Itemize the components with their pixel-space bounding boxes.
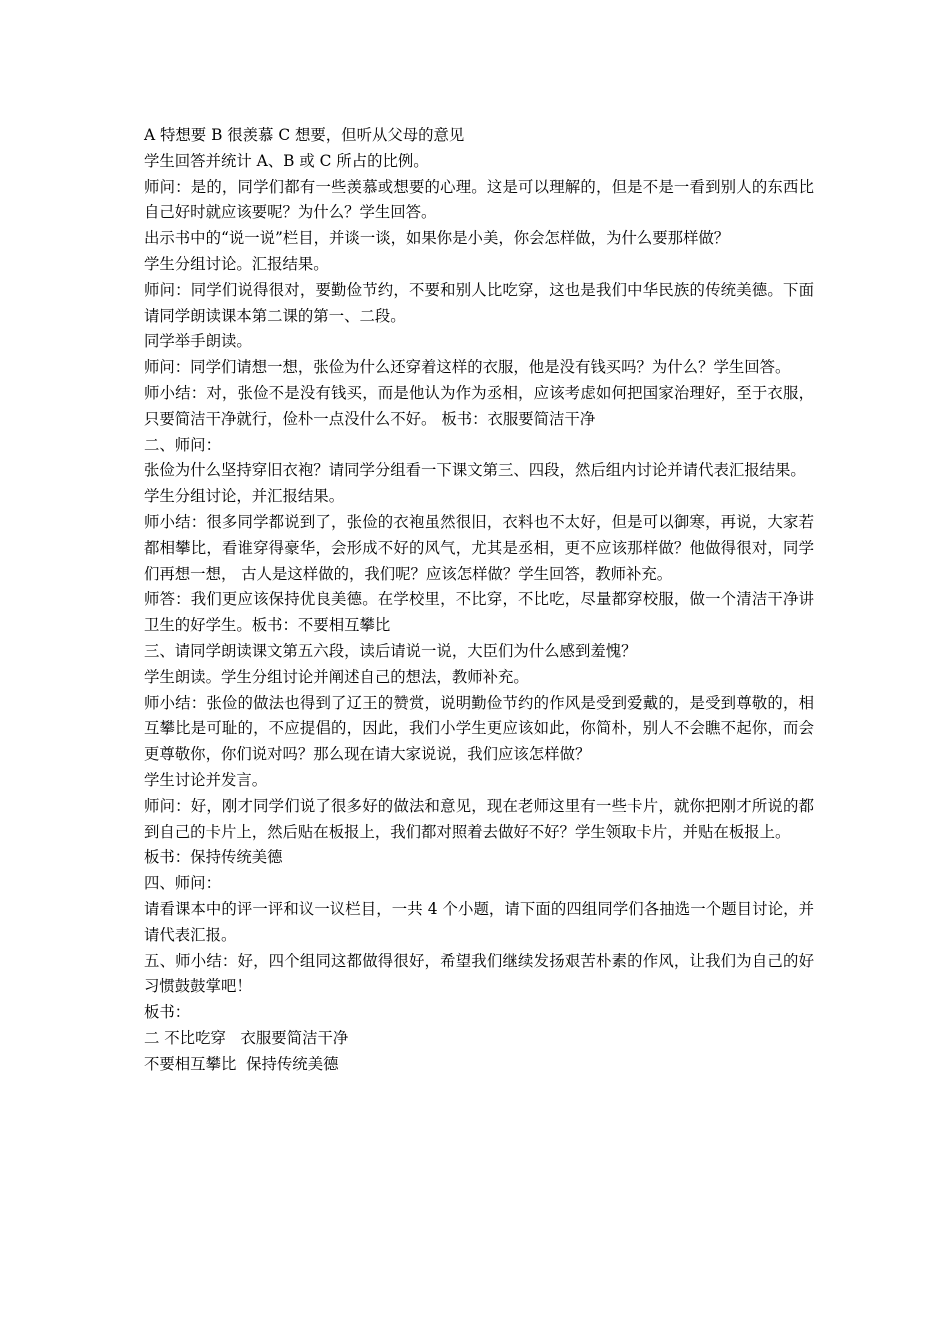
paragraph: 板书： bbox=[144, 1003, 191, 1022]
paragraph: 学生分组讨论。汇报结果。 bbox=[144, 254, 329, 273]
paragraph: 师问：好，刚才同学们说了很多好的做法和意见，现在老师这里有一些卡片，就你把刚才所说的都到自己的卡片上，然后贴在板报上，我们都对照着去做好不好？学生领取卡片，并贴在板报上。 bbox=[144, 796, 814, 841]
paragraph: 二 不比吃穿 衣服要简洁干净 bbox=[144, 1028, 349, 1047]
paragraph: 师问：同学们请想一想，张俭为什么还穿着这样的衣服，他是没有钱买吗？为什么？学生回答。 bbox=[144, 358, 791, 377]
paragraph: 五、师小结：好，四个组同这都做得很好，希望我们继续发扬艰苦朴素的作风，让我们为自己的好习惯鼓鼓掌吧！ bbox=[144, 951, 814, 996]
paragraph: 张俭为什么坚持穿旧衣袍？请同学分组看一下课文第三、四段，然后组内讨论并请代表汇报结果。 bbox=[144, 461, 806, 480]
paragraph: 师小结：张俭的做法也得到了辽王的赞赏，说明勤俭节约的作风是受到爱戴的，是受到尊敬的，相互攀比是可耻的，不应提倡的，因此，我们小学生更应该如此，你简朴，别人不会瞧不起你，而会更尊敬你，你们说对吗？那么现在请大家说说，我们应该怎样做？ bbox=[144, 693, 814, 764]
paragraph: 师小结：很多同学都说到了，张俭的衣袍虽然很旧，衣料也不太好，但是可以御寒，再说，大家若都相攀比，看谁穿得豪华，会形成不好的风气，尤其是丞相，更不应该那样做？他做得很对，同学们再想一想， 古人是这样做的，我们呢？应该怎样做？学生回答，教师补充。 bbox=[144, 512, 814, 583]
paragraph: 二、师问： bbox=[144, 435, 221, 454]
paragraph: 学生分组讨论，并汇报结果。 bbox=[144, 487, 345, 506]
paragraph: A 特想要 B 很羡慕 C 想要，但听从父母的意见 bbox=[144, 126, 465, 144]
paragraph: 不要相互攀比 保持传统美德 bbox=[144, 1054, 339, 1073]
paragraph: 板书：保持传统美德 bbox=[144, 848, 283, 867]
paragraph: 同学举手朗读。 bbox=[144, 332, 252, 351]
paragraph: 请看课本中的评一评和议一议栏目，一共 4 个小题，请下面的四组同学们各抽选一个题目讨论，并请代表汇报。 bbox=[144, 899, 814, 944]
paragraph: 学生朗读。学生分组讨论并阐述自己的想法，教师补充。 bbox=[144, 667, 529, 686]
paragraph: 出示书中的“说一说”栏目，并谈一谈，如果你是小美，你会怎样做，为什么要那样做？ bbox=[144, 229, 730, 248]
paragraph: 师问：同学们说得很对，要勤俭节约，不要和别人比吃穿，这也是我们中华民族的传统美德。下面请同学朗读课本第二课的第一、二段。 bbox=[144, 280, 814, 325]
document-body bbox=[144, 123, 814, 1077]
paragraph: 师答：我们更应该保持优良美德。在学校里，不比穿，不比吃，尽量都穿校服，做一个清洁干净讲卫生的好学生。板书：不要相互攀比 bbox=[144, 590, 814, 635]
paragraph: 学生讨论并发言。 bbox=[144, 770, 268, 789]
paragraph: 四、师问： bbox=[144, 874, 221, 893]
paragraph: 三、请同学朗读课文第五六段，读后请说一说，大臣们为什么感到羞愧？ bbox=[144, 641, 637, 660]
paragraph: 师问：是的，同学们都有一些羡慕或想要的心理。这是可以理解的，但是不是一看到别人的东西比自己好时就应该要呢？为什么？学生回答。 bbox=[144, 177, 814, 222]
paragraph: 师小结：对，张俭不是没有钱买，而是他认为作为丞相，应该考虑如何把国家治理好，至于衣服，只要简洁干净就行，俭朴一点没什么不好。 板书：衣服要简洁干净 bbox=[144, 383, 814, 428]
paragraph: 学生回答并统计 A、B 或 C 所占的比例。 bbox=[144, 151, 429, 170]
